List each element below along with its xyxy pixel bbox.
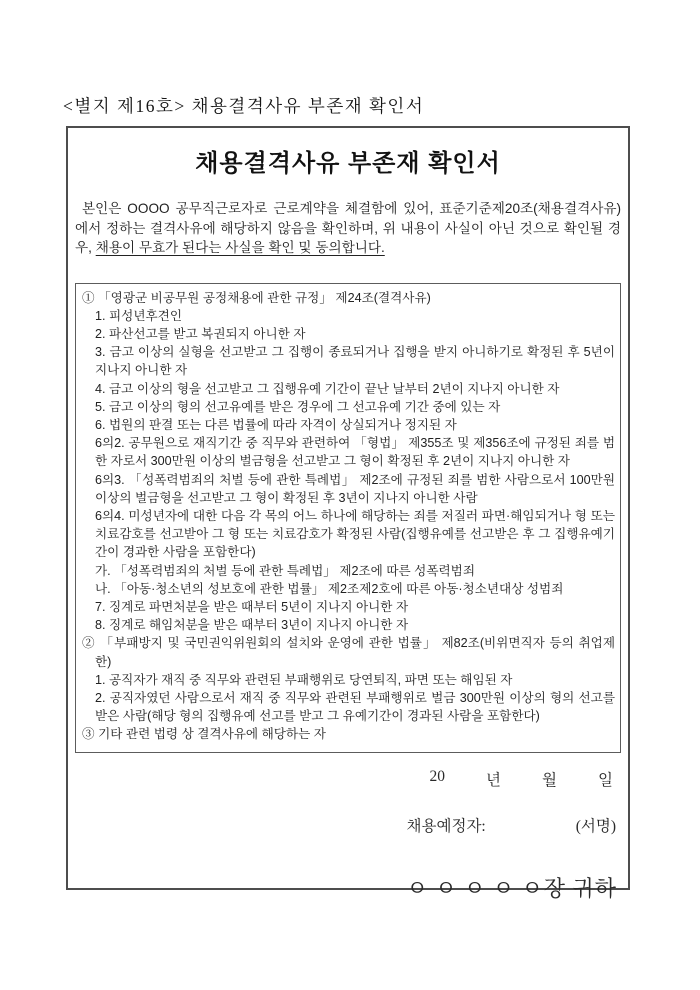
clause-item: 2. 파산선고를 받고 복권되지 아니한 자 [95, 326, 306, 341]
signer-line [75, 814, 621, 836]
date-month-label: 월 [542, 771, 558, 789]
clause-item: 7. 징계로 파면처분을 받은 때부터 5년이 지나지 아니한 자 [95, 599, 409, 614]
clause-item: 1. 피성년후견인 [95, 308, 182, 323]
recipient-line: ㅇ ㅇ ㅇ ㅇ ㅇ장 귀하 [406, 875, 617, 901]
signature-note: (서명) [575, 817, 616, 835]
clause-item: ③ 기타 관련 법령 상 결격사유에 해당하는 자 [82, 727, 326, 742]
clause-item: 6. 법원의 판결 또는 다른 법률에 따라 자격이 상실되거나 정지된 자 [95, 417, 457, 432]
clause-item: 6의3. 「성폭력범죄의 처벌 등에 관한 특례법」 제2조에 규정된 죄를 범한 사람으로서 100만원 이상의 벌금형을 선고받고 그 형이 확정된 후 3년이 지나지 아니한 사람 [95, 472, 615, 505]
clause-item: 1. 공직자가 재직 중 직무와 관련된 부패행위로 당연퇴직, 파면 또는 해임된 자 [95, 672, 513, 687]
clause-item: 4. 금고 이상의 형을 선고받고 그 집행유예 기간이 끝난 날부터 2년이 지나지 아니한 자 [95, 381, 560, 396]
clause-item: 8. 징계로 해임처분을 받은 때부터 3년이 지나지 아니한 자 [95, 618, 409, 633]
date-year-prefix: 20 [429, 767, 446, 785]
intro-underlined-text: 채용이 무효가 된다는 사실을 확인 및 동의합니다. [95, 240, 385, 255]
clause-item: 6의2. 공무원으로 재직기간 중 직무와 관련하여 「형법」 제355조 및 제356조에 규정된 죄를 범한 자로서 300만원 이상의 벌금형을 선고받고 그 형이 확정된 후 2년이 지나지 아니한 자 [95, 436, 615, 469]
attachment-number-label: <별지 제16호> 채용결격사유 부존재 확인서 [63, 96, 425, 116]
clause-item: 6의4. 미성년자에 대한 다음 각 목의 어느 하나에 해당하는 죄를 저질러 파면·해임되거나 형 또는 치료감호를 선고받아 그 형 또는 치료감호가 확정된 사람(집행유예를 선고받은 후 그 집행유예기간이 경과한 사람을 포함한다) [95, 508, 615, 560]
date-day-label: 일 [598, 771, 613, 789]
document-title: 채용결격사유 부존재 확인서 [195, 150, 501, 177]
clause-item: ② 「부패방지 및 국민권익위원회의 설치와 운영에 관한 법률」 제82조(비위면직자 등의 취업제한) [82, 636, 615, 669]
clause-item: 2. 공직자였던 사람으로서 재직 중 직무와 관련된 부패행위로 벌금 300만원 이상의 형의 선고를 받은 사람(해당 형의 집행유예 선고를 받고 그 유예기간이 경과된 사람을 포함한다) [95, 690, 615, 724]
date-year-label: 년 [486, 771, 502, 789]
clause-item: 5. 금고 이상의 형의 선고유예를 받은 경우에 그 선고유예 기간 중에 있는 자 [95, 399, 501, 414]
clause-item: 나. 「아동·청소년의 성보호에 관한 법률」 제2조제2호에 따른 아동·청소년대상 성범죄 [95, 581, 564, 596]
form-border-box [66, 126, 630, 901]
clause-item: ① 「영광군 비공무원 공정채용에 관한 규정」 제24조(결격사유) [82, 290, 431, 305]
date-line [75, 768, 621, 790]
intro-paragraph [75, 199, 621, 258]
clause-list [75, 283, 621, 753]
clause-item: 3. 금고 이상의 실형을 선고받고 그 집행이 종료되거나 집행을 받지 아니하기로 확정된 후 5년이 지나지 아니한 자 [95, 345, 615, 378]
clause-item: 가. 「성폭력범죄의 처벌 등에 관한 특례법」 제2조에 따른 성폭력범죄 [95, 563, 475, 578]
intro-text: 본인은 OOOO 공무직근로자로 근로계약을 체결함에 있어, 표준기준제20조(채용결격사유)에서 정하는 결격사유에 해당하지 않음을 확인하며, 위 내용이 사실이 아닌 것으로 확인될 경우, [75, 201, 621, 255]
signer-label: 채용예정자: [406, 817, 486, 835]
